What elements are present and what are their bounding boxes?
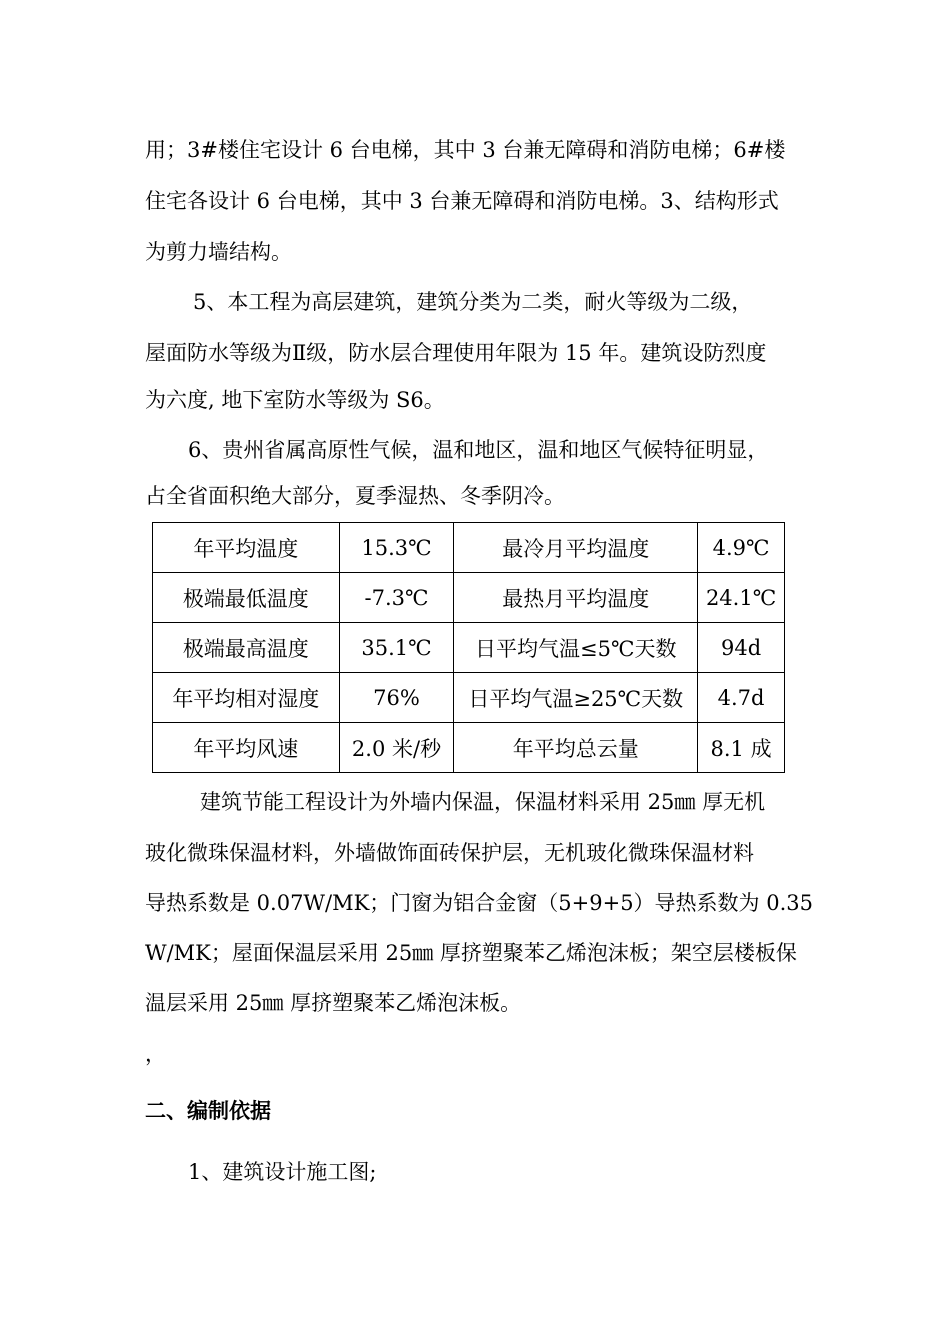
table-cell: 35.1℃ [339,623,454,673]
list-item: 1、建筑设计施工图; [188,1160,377,1184]
table-row [153,723,785,773]
table-cell: 最冷月平均温度 [454,523,698,573]
table-cell: 年平均相对湿度 [153,673,340,723]
table-cell: 15.3℃ [339,523,454,573]
table-cell: 日平均气温≤5℃天数 [454,623,698,673]
table-cell: 年平均温度 [153,523,340,573]
table-cell: 94d [698,623,785,673]
paragraph-line: 温层采用 25㎜ 厚挤塑聚苯乙烯泡沫板。 [145,991,522,1015]
paragraph-line: W/MK；屋面保温层采用 25㎜ 厚挤塑聚苯乙烯泡沫板；架空层楼板保 [145,941,797,965]
paragraph-line: 5、本工程为高层建筑，建筑分类为二类，耐火等级为二级， [193,290,753,314]
table-row [153,573,785,623]
paragraph-line: 住宅各设计 6 台电梯，其中 3 台兼无障碍和消防电梯。3、结构形式 [145,189,779,213]
section-heading: 二、编制依据 [145,1098,271,1123]
table-cell: 极端最高温度 [153,623,340,673]
paragraph-line: 6、贵州省属高原性气候，温和地区，温和地区气候特征明显， [188,438,769,462]
table-cell: 4.7d [698,673,785,723]
table-cell: 最热月平均温度 [454,573,698,623]
paragraph-line: 用；3#楼住宅设计 6 台电梯，其中 3 台兼无障碍和消防电梯；6#楼 [145,138,786,162]
stray-mark: ， [145,1042,166,1066]
table-row [153,523,785,573]
paragraph-line: 建筑节能工程设计为外墙内保温，保温材料采用 25㎜ 厚无机 [200,790,766,814]
climate-table [152,522,785,773]
table-cell: 8.1 成 [698,723,785,773]
table-cell: -7.3℃ [339,573,454,623]
paragraph-line: 导热系数是 0.07W/MK；门窗为铝合金窗（5+9+5）导热系数为 0.35 [145,891,813,915]
table-cell: 年平均总云量 [454,723,698,773]
table-row [153,623,785,673]
table-row [153,673,785,723]
table-cell: 年平均风速 [153,723,340,773]
table-cell: 日平均气温≥25℃天数 [454,673,698,723]
paragraph-line: 占全省面积绝大部分，夏季湿热、冬季阴冷。 [145,484,565,508]
paragraph-line: 为剪力墙结构。 [145,240,292,264]
table-cell: 极端最低温度 [153,573,340,623]
table-cell: 24.1℃ [698,573,785,623]
table-cell: 4.9℃ [698,523,785,573]
table-cell: 76% [339,673,454,723]
paragraph-line: 屋面防水等级为Ⅱ级，防水层合理使用年限为 15 年。建筑设防烈度 [145,341,767,365]
paragraph-line: 玻化微珠保温材料，外墙做饰面砖保护层，无机玻化微珠保温材料 [145,841,754,865]
table-cell: 2.0 米/秒 [339,723,454,773]
paragraph-line: 为六度, 地下室防水等级为 S6。 [145,388,445,412]
